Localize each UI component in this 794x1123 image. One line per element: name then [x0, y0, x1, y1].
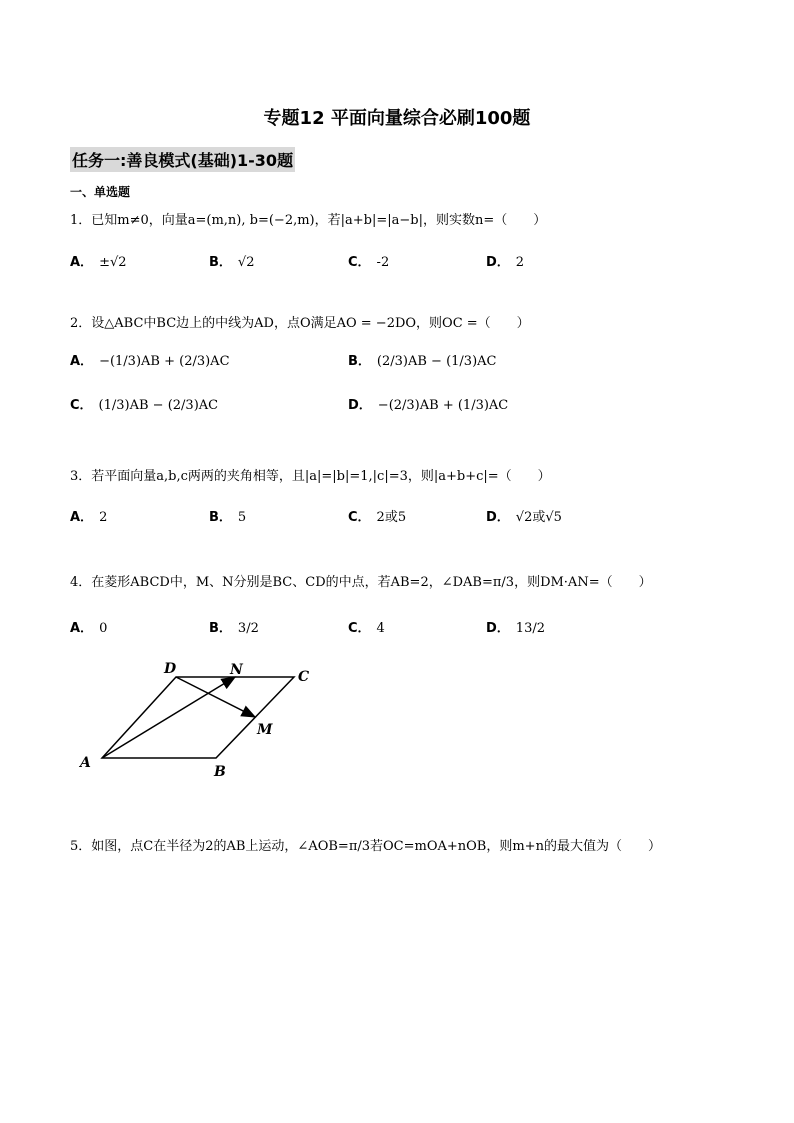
q1-option-d: D． 2	[486, 255, 525, 270]
question-4-stem: 4．在菱形ABCD中，M、N分别是BC、CD的中点，若AB=2，∠DAB=π/3，则DM·AN=（ ）	[70, 575, 652, 590]
label-n: N	[230, 662, 243, 678]
task-heading: 任务一:善良模式(基础)1-30题	[70, 147, 295, 172]
label-m: M	[257, 722, 273, 738]
question-1-stem: 1．已知m≠0，向量a=(m,n), b=(−2,m)，若|a+b|=|a−b|，则实数n=（ ）	[70, 213, 547, 228]
vector-an	[102, 677, 235, 758]
q3-option-a: A． 2	[70, 510, 108, 525]
q2-option-d: D． −(2/3)AB + (1/3)AC	[348, 398, 509, 413]
q1-option-c: C． -2	[348, 255, 390, 270]
label-b: B	[214, 764, 226, 780]
question-5-stem: 5．如图，点C在半径为2的AB上运动，∠AOB=π/3若OC=mOA+nOB，则m+n的最大值为（ ）	[70, 839, 661, 854]
q3-option-d: D． √2或√5	[486, 510, 562, 525]
vector-dm	[176, 677, 255, 717]
label-c: C	[298, 669, 310, 685]
q2-option-b: B． (2/3)AB − (1/3)AC	[348, 354, 497, 369]
q2-option-a: A． −(1/3)AB + (2/3)AC	[70, 354, 230, 369]
q4-option-d: D． 13/2	[486, 621, 545, 636]
q4-option-b: B． 3/2	[209, 621, 259, 636]
q1-option-b: B． √2	[209, 255, 255, 270]
q2-option-c: C． (1/3)AB − (2/3)AC	[70, 398, 219, 413]
q3-option-b: B． 5	[209, 510, 247, 525]
question-3-stem: 3．若平面向量a,b,c两两的夹角相等，且|a|=|b|=1,|c|=3，则|a+b+c|=（ ）	[70, 469, 551, 484]
rhombus-figure	[70, 655, 330, 785]
q1-option-a: A． ±√2	[70, 255, 127, 270]
q4-option-a: A． 0	[70, 621, 108, 636]
rhombus-outline	[102, 677, 294, 758]
page-title: 专题12 平面向量综合必刷100题	[263, 108, 531, 129]
q4-option-c: C． 4	[348, 621, 385, 636]
section-heading: 一、单选题	[70, 185, 131, 199]
q3-option-c: C． 2或5	[348, 510, 407, 525]
question-2-stem: 2．设△ABC中BC边上的中线为AD，点O满足AO = −2DO，则OC =（ ）	[70, 316, 530, 331]
label-d: D	[164, 661, 177, 677]
label-a: A	[80, 755, 91, 771]
